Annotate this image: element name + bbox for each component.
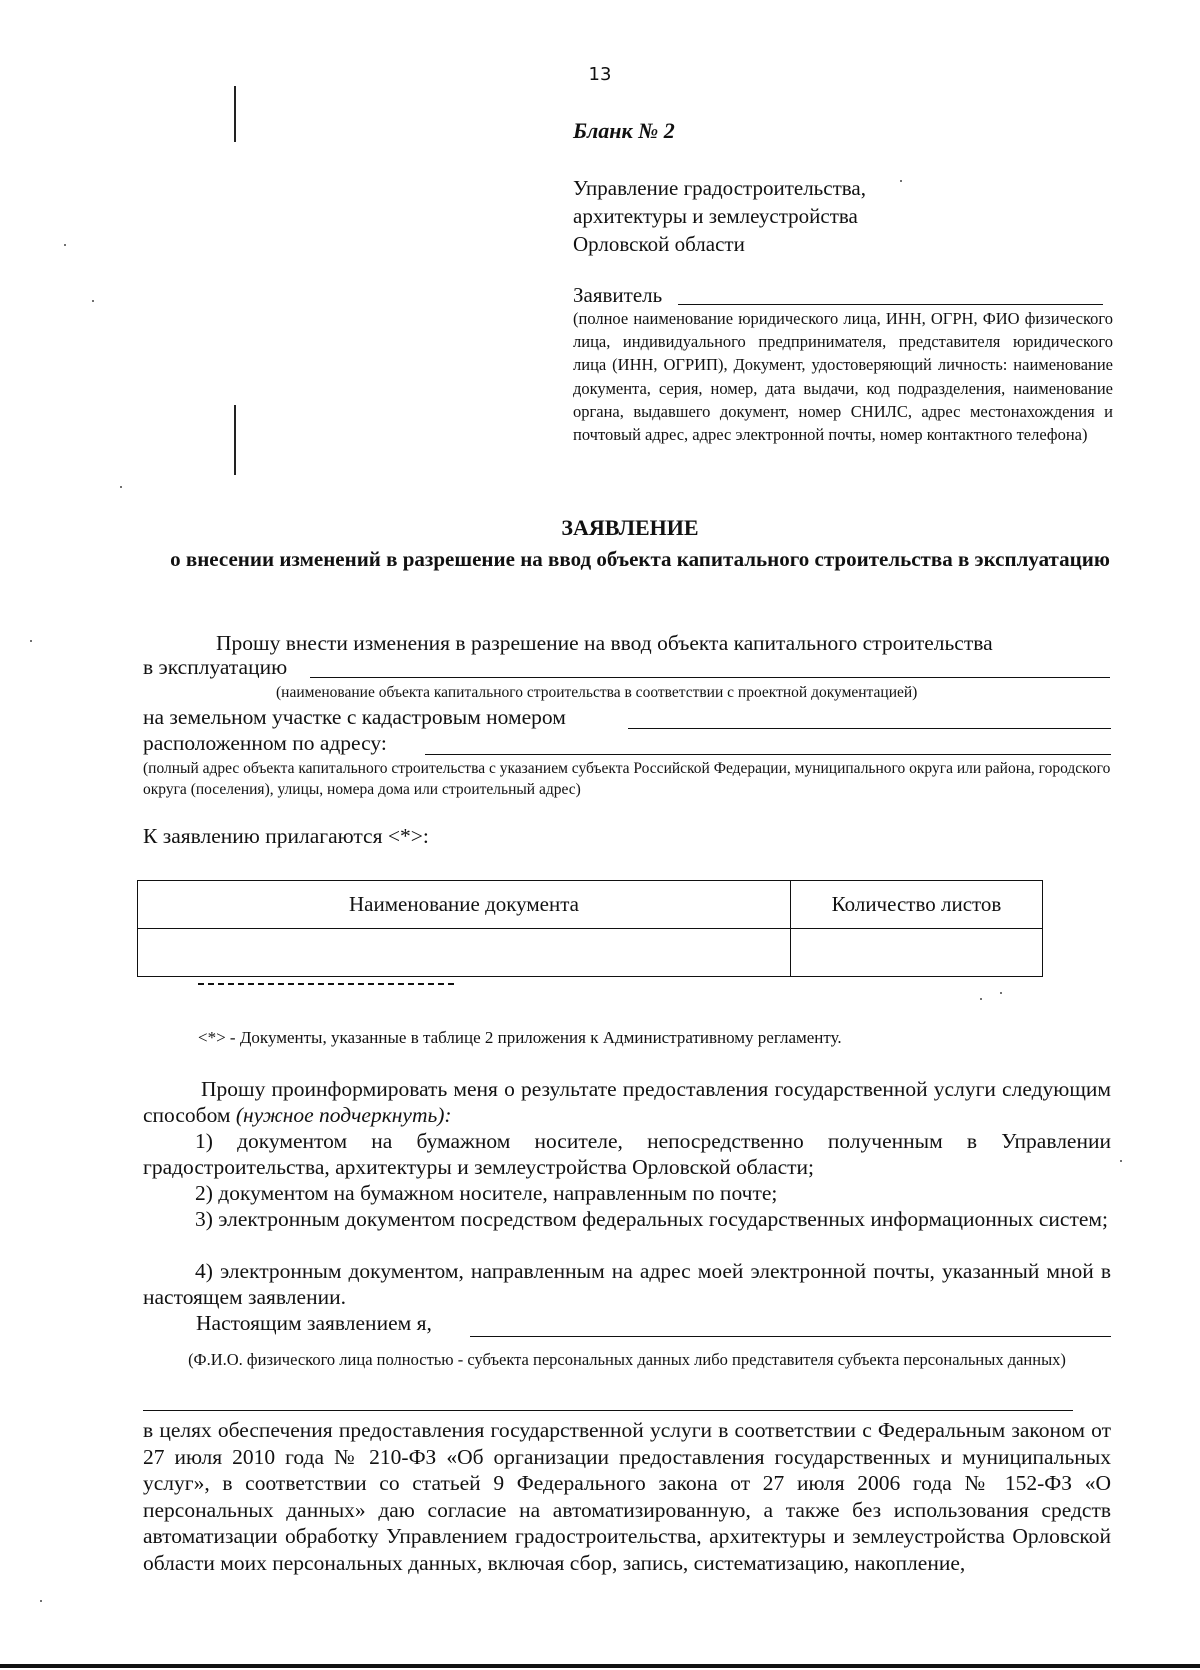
table-header-cell: Наименование документа (138, 881, 791, 929)
applicant-note: (полное наименование юридического лица, ИНН, ОГРН, ФИО физического лица, индивидуального предпринимателя, представителя юридического лица (ИНН, ОГРИП), Документ, удостоверяющий личность: наименование документа, серия, номер, дата выдачи, код подразделения, наименование органа, выдавшего документ, номер СНИЛС, адрес местонахождения и почтовый адрес, адрес электронной почты, номер контактного телефона) (573, 309, 1113, 445)
option-1[interactable]: 1) документом на бумажном носителе, непосредственно полученным в Управлении градостроительства, архитектуры и землеустройства Орловской области; (143, 1129, 1111, 1179)
applicant-field[interactable] (678, 304, 1103, 305)
table-cell[interactable] (138, 929, 791, 977)
inform-intro-text: Прошу проинформировать меня о результате предоставления государственной услуги следующим способом (143, 1077, 1111, 1127)
scan-speck (120, 486, 122, 488)
consent-label: Настоящим заявлением я, (196, 1311, 432, 1335)
consent-name-field[interactable] (470, 1336, 1111, 1337)
option-4[interactable]: 4) электронным документом, направленным на адрес моей электронной почты, указанный мной в настоящем заявлении. (143, 1259, 1111, 1309)
scan-edge (0, 1664, 1200, 1668)
addressee-line: Орловской области (573, 232, 745, 256)
scan-speck (30, 640, 32, 642)
addressee-line: архитектуры и землеустройства (573, 204, 858, 228)
consent-text: в целях обеспечения предоставления государственной услуги в соответствии с Федеральным законом от 27 июля 2010 года № 210-ФЗ «Об организации предоставления государственных и муниципальных услуг», в соответствии со статьей 9 Федерального закона от 27 июля 2006 года № 152-ФЗ «О персональных данных» даю согласие на автоматизированную, а также без использования средств автоматизации обработку Управлением градостроительства, архитектуры и землеустройства Орловской области моих персональных данных, включая сбор, запись, систематизацию, накопление, (143, 1418, 1111, 1575)
attachments-label: К заявлению прилагаются <*>: (143, 824, 429, 848)
address-field[interactable] (425, 754, 1111, 755)
footnote: <*> - Документы, указанные в таблице 2 приложения к Административному регламенту. (198, 1028, 842, 1047)
page-number: 13 (588, 64, 612, 85)
form-title: Бланк № 2 (573, 118, 675, 143)
inform-intro-hint: (нужное подчеркнуть): (235, 1102, 452, 1127)
option-3[interactable]: 3) электронным документом посредством федеральных государственных информационных систем; (195, 1207, 1108, 1231)
attachments-table (137, 880, 1043, 977)
scan-speck (40, 1600, 42, 1602)
scan-speck (1000, 992, 1002, 994)
applicant-label: Заявитель (573, 283, 663, 307)
addressee-line: Управление градостроительства, (573, 176, 866, 200)
table-header-cell: Количество листов (791, 881, 1043, 929)
scan-speck (980, 998, 982, 1000)
scan-speck (92, 300, 94, 302)
inform-intro (143, 1077, 1111, 1129)
address-note: (полный адрес объекта капитального строительства с указанием субъекта Российской Федерации, муниципального округа или района, городского округа (поселения), улицы, номера дома или строительный адрес) (143, 760, 1111, 798)
scan-speck (64, 244, 66, 246)
document-heading: ЗАЯВЛЕНИЕ (561, 515, 699, 540)
table-cell[interactable] (791, 929, 1043, 977)
consent-name-field-2[interactable] (143, 1410, 1073, 1411)
addressee-block (573, 174, 866, 258)
footnote-separator (198, 983, 454, 985)
scan-speck (1120, 1160, 1122, 1162)
binder-mark-mid (234, 405, 236, 475)
request-line-2: в эксплуатацию (143, 655, 288, 679)
object-name-note: (наименование объекта капитального строительства в соответствии с проектной документацией) (276, 684, 918, 701)
table-row (138, 929, 1043, 977)
cadastral-number-field[interactable] (628, 728, 1111, 729)
address-label: расположенном по адресу: (143, 731, 387, 755)
request-line-1: Прошу внести изменения в разрешение на ввод объекта капитального строительства (216, 631, 993, 655)
scan-speck (900, 180, 902, 182)
option-2[interactable]: 2) документом на бумажном носителе, направленным по почте; (195, 1181, 778, 1205)
binder-mark-top (234, 86, 236, 142)
object-name-field[interactable] (310, 677, 1110, 678)
cadastral-label: на земельном участке с кадастровым номером (143, 705, 566, 729)
document-subheading: о внесении изменений в разрешение на ввод объекта капитального строительства в эксплуатацию (170, 547, 1110, 571)
table-header-row (138, 881, 1043, 929)
consent-name-note: (Ф.И.О. физического лица полностью - субъекта персональных данных либо представителя субъекта персональных данных) (188, 1350, 1066, 1369)
